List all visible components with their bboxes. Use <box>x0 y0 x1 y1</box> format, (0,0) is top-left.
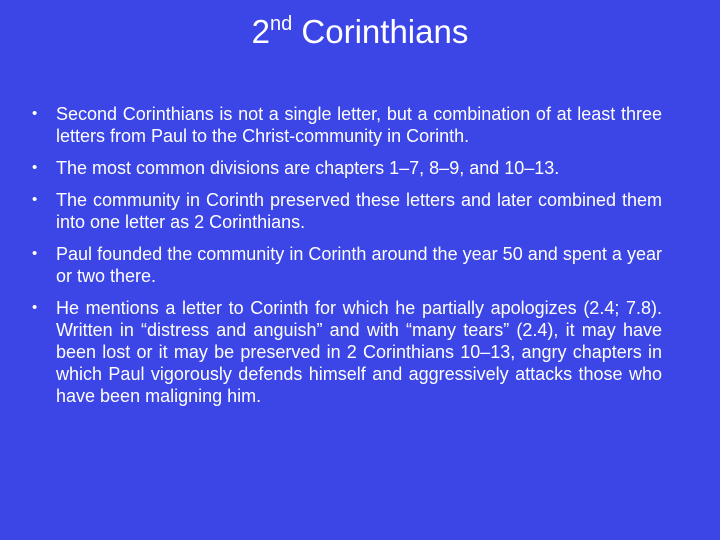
bullet-text: Paul founded the community in Corinth around the year 50 and spent a year or two there. <box>56 244 662 286</box>
bullet-item <box>28 243 662 287</box>
title-text: Corinthians <box>292 13 469 50</box>
bullet-text: The most common divisions are chapters 1–7, 8–9, and 10–13. <box>56 158 560 178</box>
bullet-item <box>28 297 662 407</box>
bullet-text: The community in Corinth preserved these letters and later combined them into one letter as 2 Corinthians. <box>56 190 662 232</box>
bullet-text: He mentions a letter to Corinth for which he partially apologizes (2.4; 7.8). Written in “distress and anguish” and with “many tears” (2.4), it may have been lost or it may be preserved in 2 Corinthians 10–13, angry chapters in which Paul vigorously defends himself and aggressively attacks those who have been maligning him. <box>56 298 662 406</box>
bullet-icon: • <box>32 191 38 208</box>
bullet-text: Second Corinthians is not a single letter, but a combination of at least three letters from Paul to the Christ-community in Corinth. <box>56 104 662 146</box>
bullet-icon: • <box>32 299 38 316</box>
bullet-item <box>28 103 662 147</box>
bullet-item <box>28 157 662 179</box>
bullet-icon: • <box>32 159 38 176</box>
bullet-list <box>28 103 662 417</box>
title-number: 2 <box>251 13 270 50</box>
bullet-item <box>28 189 662 233</box>
bullet-icon: • <box>32 105 38 122</box>
slide-title <box>0 10 720 54</box>
title-superscript: nd <box>270 13 293 35</box>
bullet-icon: • <box>32 245 38 262</box>
